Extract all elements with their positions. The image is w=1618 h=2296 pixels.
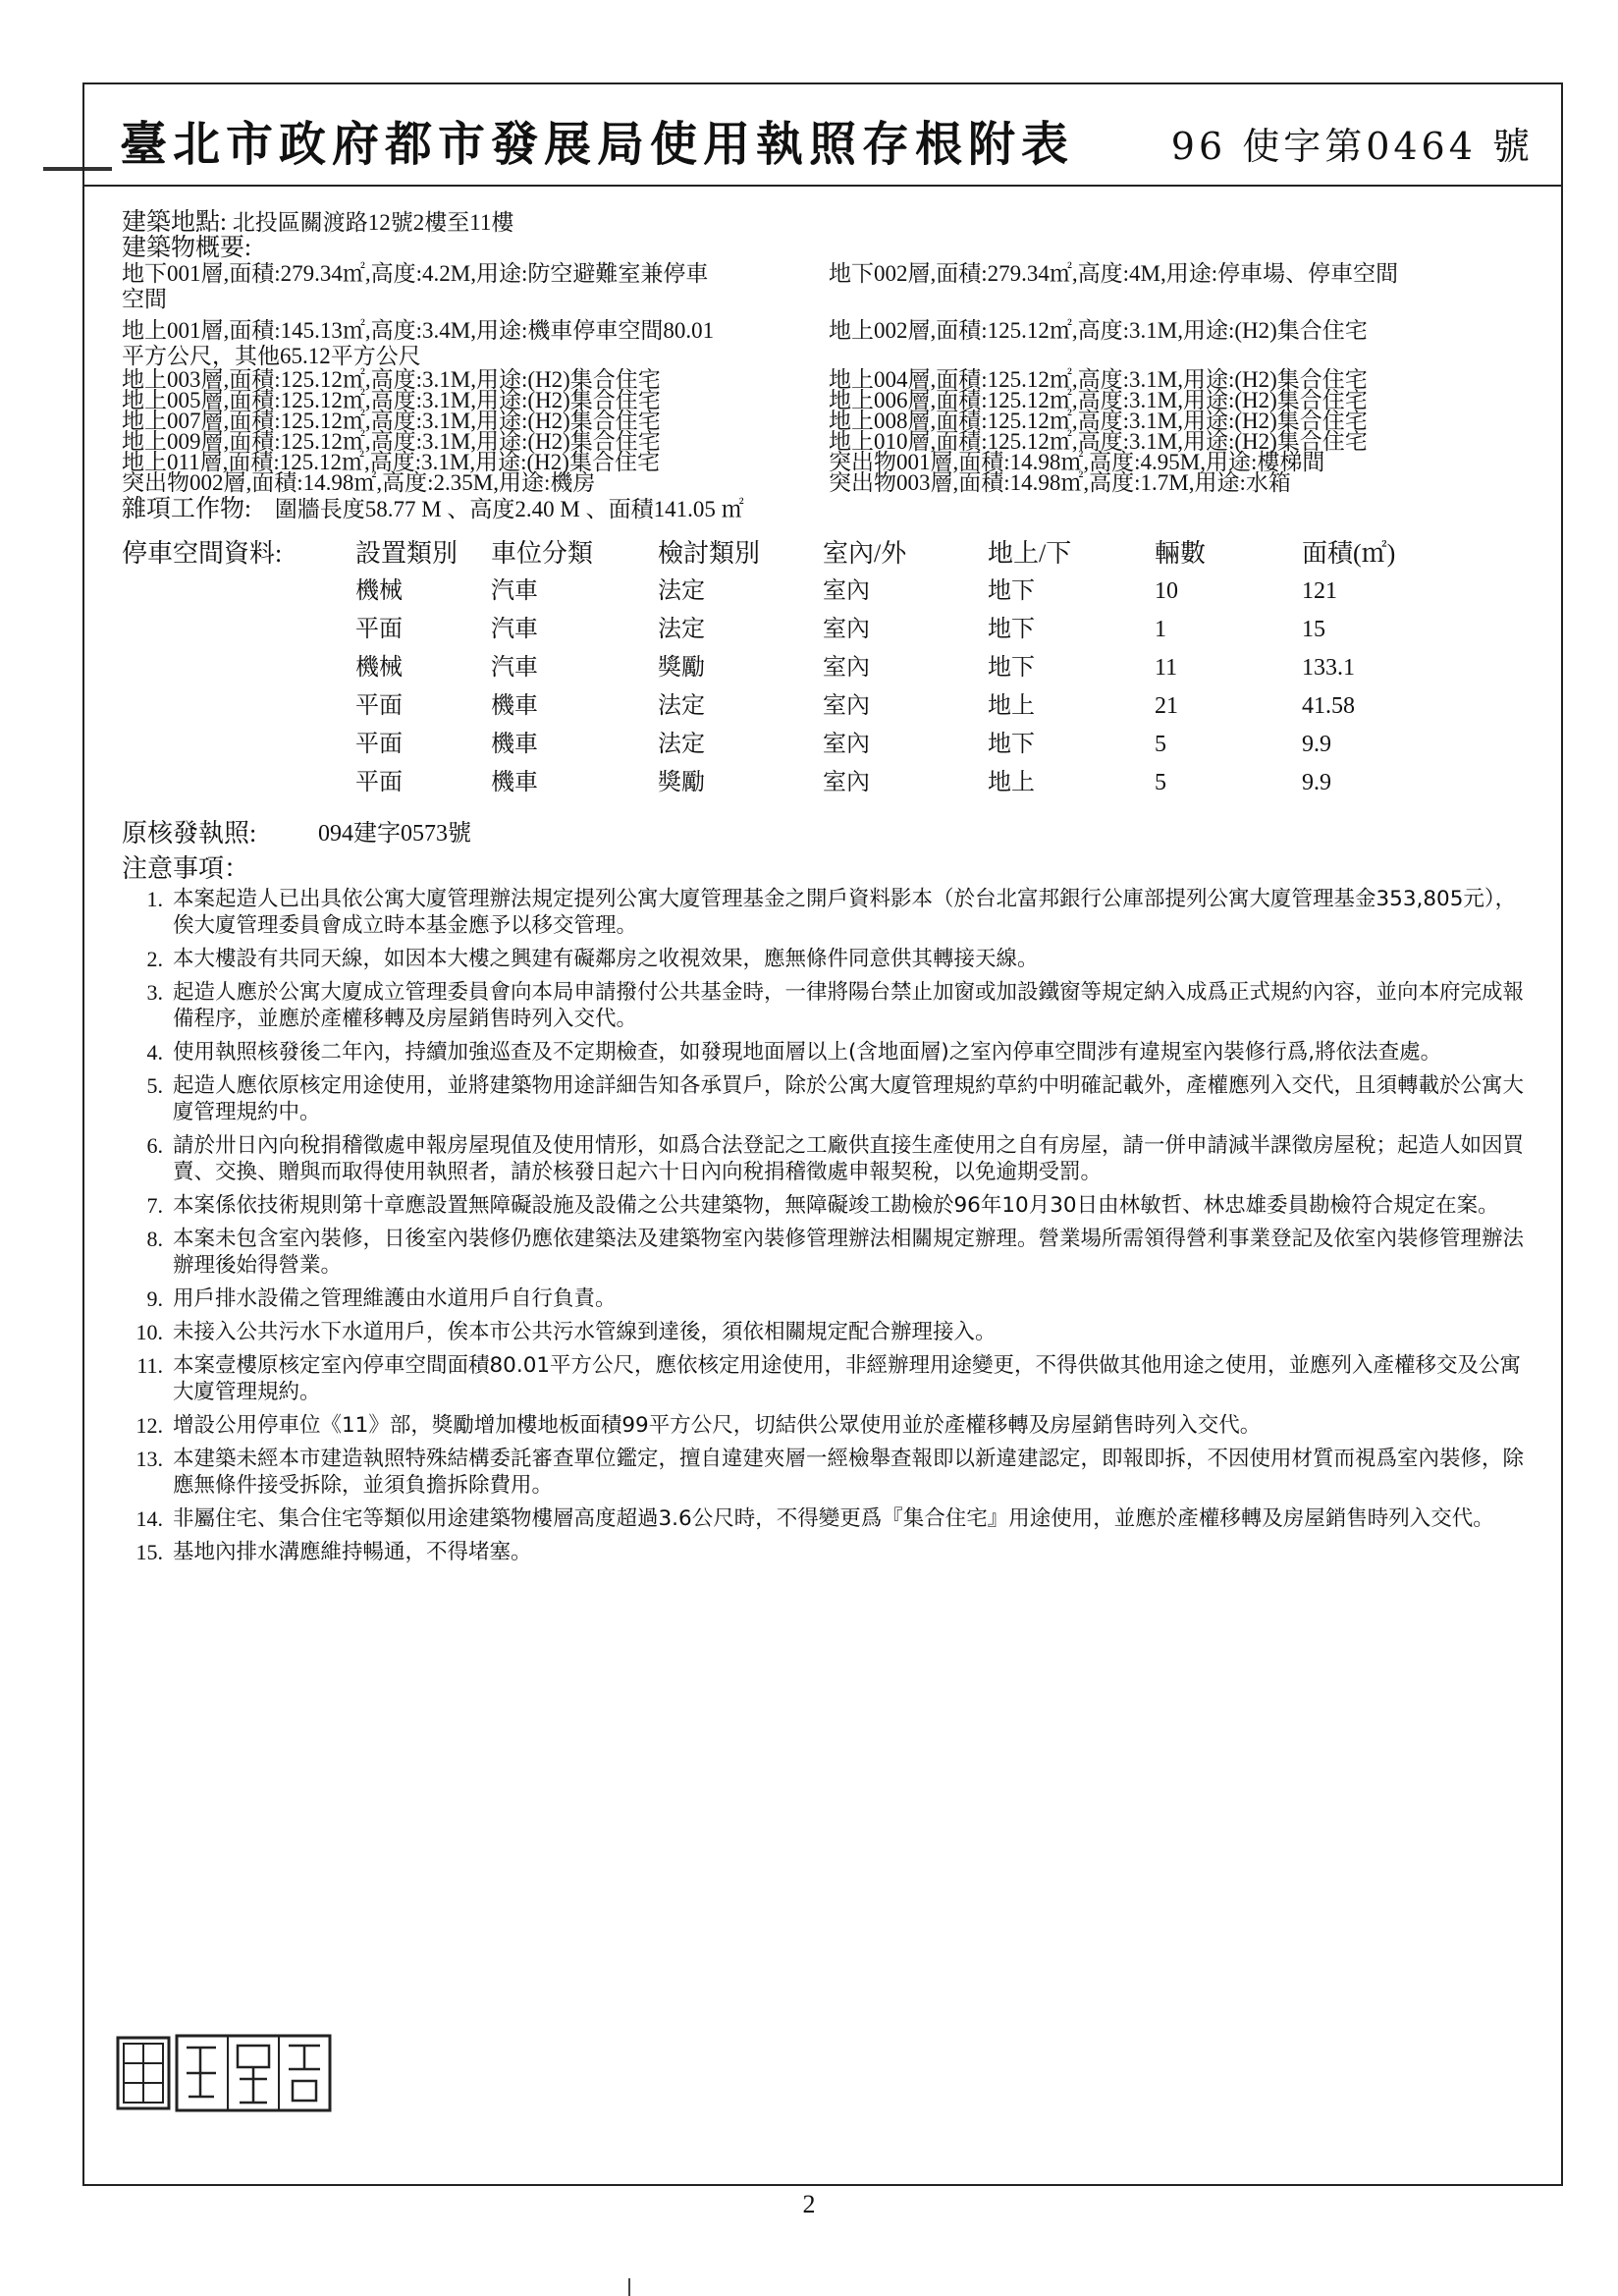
note-number: 10. [135, 1320, 163, 1344]
parking-cell: 法定 [658, 692, 705, 719]
parking-cell: 室內 [823, 731, 870, 757]
note-number: 5. [146, 1073, 163, 1098]
floor-right: 地上004層,面積:125.12㎡,高度:3.1M,用途:(H2)集合住宅 [829, 367, 1368, 392]
official-seal-stamp [116, 2034, 336, 2112]
parking-header: 地上/下 [988, 539, 1072, 568]
parking-cell: 9.9 [1302, 769, 1331, 795]
floor-left: 地上011層,面積:125.12㎡,高度:3.1M,用途:(H2)集合住宅 [122, 450, 660, 474]
floor-left: 空間 [122, 287, 167, 311]
parking-row [122, 725, 1536, 763]
floor-left: 地上009層,面積:125.12㎡,高度:3.1M,用途:(H2)集合住宅 [122, 429, 661, 454]
floor-left: 地上003層,面積:125.12㎡,高度:3.1M,用途:(H2)集合住宅 [122, 367, 661, 392]
original-permit-value: 094建字0573號 [318, 821, 471, 847]
floor-right: 地上006層,面積:125.12㎡,高度:3.1M,用途:(H2)集合住宅 [829, 388, 1368, 412]
note-number: 1. [146, 887, 163, 911]
document-frame [82, 82, 1563, 2186]
note-item [122, 1285, 1536, 1312]
misc-value: 圍牆長度58.77 M 、高度2.40 M 、面積141.05 ㎡ [274, 497, 744, 521]
note-item [122, 1039, 1536, 1066]
floor-left: 地上005層,面積:125.12㎡,高度:3.1M,用途:(H2)集合住宅 [122, 388, 661, 412]
note-item [122, 1352, 1536, 1405]
parking-label: 停車空間資料: [122, 539, 283, 568]
floor-right: 突出物001層,面積:14.98㎡,高度:4.95M,用途:樓梯間 [829, 450, 1325, 474]
parking-header: 檢討類別 [658, 539, 761, 568]
overview-label: 建築物概要: [122, 235, 251, 261]
parking-header: 室內/外 [823, 539, 907, 568]
note-text: 請於卅日內向稅捐稽徵處申報房屋現值及使用情形，如爲合法登記之工廠供直接生產使用之自有房屋，請一併申請減半課徵房屋稅；起造人如因買賣、交換、贈與而取得使用執照者，請於核發日起六十日內向稅捐稽徵處申報契稅，以免逾期受罰。 [173, 1133, 1525, 1184]
note-number: 4. [146, 1040, 163, 1065]
note-item [122, 1539, 1536, 1565]
floor-right: 地下002層,面積:279.34㎡,高度:4M,用途:停車場、停車空間 [829, 261, 1399, 286]
note-number: 8. [146, 1227, 163, 1251]
floor-row [122, 344, 1536, 369]
parking-cell: 法定 [658, 616, 705, 642]
note-text: 增設公用停車位《11》部，獎勵增加樓地板面積99平方公尺，切結供公眾使用並於產權移轉及房屋銷售時列入交代。 [173, 1413, 1262, 1438]
floor-row [122, 318, 1536, 344]
parking-cell: 平面 [355, 731, 403, 757]
parking-cell: 獎勵 [658, 769, 705, 795]
parking-cell: 5 [1155, 769, 1166, 795]
parking-table [122, 536, 1536, 801]
parking-row [122, 686, 1536, 725]
note-text: 基地內排水溝應維持暢通，不得堵塞。 [173, 1540, 532, 1564]
note-number: 15. [135, 1540, 163, 1564]
misc-line [122, 497, 1536, 522]
note-number: 7. [146, 1193, 163, 1218]
floor-left: 地下001層,面積:279.34㎡,高度:4.2M,用途:防空避難室兼停車 [122, 261, 709, 286]
note-text: 本案係依技術規則第十章應設置無障礙設施及設備之公共建築物，無障礙竣工勘檢於96年10月30日由林敏哲、林忠雄委員勘檢符合規定在案。 [173, 1193, 1499, 1218]
parking-cell: 汽車 [491, 616, 538, 642]
parking-cell: 21 [1155, 692, 1178, 719]
parking-header: 輛數 [1155, 539, 1207, 568]
note-item [122, 1446, 1536, 1499]
floor-right [829, 344, 1536, 369]
note-number: 14. [135, 1506, 163, 1531]
parking-cell: 地下 [988, 577, 1035, 604]
parking-cell: 汽車 [491, 654, 538, 681]
note-item [122, 1226, 1536, 1279]
parking-rows [122, 572, 1536, 801]
parking-cell: 地下 [988, 654, 1035, 681]
floor-right: 突出物003層,面積:14.98㎡,高度:1.7M,用途:水箱 [829, 470, 1291, 495]
note-text: 使用執照核發後二年內，持續加強巡查及不定期檢查，如發現地面層以上(含地面層)之室內停車空間涉有違規室內裝修行爲,將依法查處。 [173, 1040, 1442, 1065]
floor-left: 突出物002層,面積:14.98㎡,高度:2.35M,用途:機房 [122, 470, 596, 495]
site-label: 建築地點: [122, 209, 227, 236]
parking-cell: 平面 [355, 769, 403, 795]
floor-row [122, 431, 1536, 452]
parking-cell: 10 [1155, 577, 1178, 604]
floor-list [122, 261, 1536, 493]
floor-right: 地上008層,面積:125.12㎡,高度:3.1M,用途:(H2)集合住宅 [829, 409, 1368, 433]
note-text: 用戶排水設備之管理維護由水道用戶自行負責。 [173, 1286, 617, 1311]
floor-row [122, 369, 1536, 390]
floor-left: 地上001層,面積:145.13㎡,高度:3.4M,用途:機車停車空間80.01 [122, 318, 715, 343]
parking-cell: 室內 [823, 654, 870, 681]
original-permit-label: 原核發執照: [122, 819, 257, 847]
parking-cell: 121 [1302, 577, 1337, 604]
parking-cell: 41.58 [1302, 692, 1355, 719]
scan-tick-mark [628, 2278, 630, 2296]
parking-row [122, 610, 1536, 648]
parking-cell: 133.1 [1302, 654, 1355, 681]
note-item [122, 1319, 1536, 1345]
document-header [84, 84, 1561, 187]
parking-header: 車位分類 [491, 539, 594, 568]
note-number: 3. [146, 980, 163, 1005]
parking-cell: 地下 [988, 616, 1035, 642]
note-number: 12. [135, 1413, 163, 1438]
parking-cell: 機車 [491, 731, 538, 757]
note-text: 未接入公共污水下水道用戶，俟本市公共污水管線到達後，須依相關規定配合辦理接入。 [173, 1320, 997, 1344]
site-line [122, 210, 1536, 236]
floor-right: 地上002層,面積:125.12㎡,高度:3.1M,用途:(H2)集合住宅 [829, 318, 1368, 343]
parking-cell: 室內 [823, 577, 870, 604]
floor-row [122, 410, 1536, 431]
parking-cell: 汽車 [491, 577, 538, 604]
note-number: 9. [146, 1286, 163, 1311]
note-item [122, 946, 1536, 972]
note-item [122, 1505, 1536, 1532]
parking-cell: 法定 [658, 577, 705, 604]
note-text: 起造人應依原核定用途使用，並將建築物用途詳細告知各承買戶，除於公寓大廈管理規約草約中明確記載外，產權應列入交代，且須轉載於公寓大廈管理規約中。 [173, 1073, 1525, 1124]
parking-cell: 地下 [988, 731, 1035, 757]
floor-right [829, 287, 1536, 312]
parking-cell: 機車 [491, 769, 538, 795]
parking-cell: 15 [1302, 616, 1325, 642]
floor-right: 地上010層,面積:125.12㎡,高度:3.1M,用途:(H2)集合住宅 [829, 429, 1368, 454]
parking-cell: 平面 [355, 692, 403, 719]
parking-cell: 1 [1155, 616, 1166, 642]
floor-row [122, 472, 1536, 493]
parking-row [122, 648, 1536, 686]
note-item [122, 886, 1536, 939]
note-text: 本案壹樓原核定室內停車空間面積80.01平方公尺，應依核定用途使用，非經辦理用途變更，不得供做其他用途之使用，並應列入產權移交及公寓大廈管理規約。 [173, 1353, 1522, 1404]
parking-cell: 獎勵 [658, 654, 705, 681]
original-permit-line [122, 821, 1536, 847]
note-text: 本案起造人已出具依公寓大廈管理辦法規定提列公寓大廈管理基金之開戶資料影本（於台北富邦銀行公庫部提列公寓大廈管理基金353,805元），俟大廈管理委員會成立時本基金應予以移交管理。 [173, 887, 1517, 938]
parking-cell: 地上 [988, 692, 1035, 719]
note-item [122, 979, 1536, 1032]
note-text: 非屬住宅、集合住宅等類似用途建築物樓層高度超過3.6公尺時，不得變更爲『集合住宅』用途使用，並應於產權移轉及房屋銷售時列入交代。 [173, 1506, 1494, 1531]
floor-row [122, 261, 1536, 287]
note-number: 11. [136, 1353, 163, 1378]
note-item [122, 1192, 1536, 1219]
parking-cell: 室內 [823, 692, 870, 719]
floor-row [122, 390, 1536, 410]
site-value: 北投區關渡路12號2樓至11樓 [232, 210, 514, 235]
parking-row [122, 763, 1536, 801]
note-text: 本案未包含室內裝修，日後室內裝修仍應依建築法及建築物室內裝修管理辦法相關規定辦理。營業場所需領得營利事業登記及依室內裝修管理辦法辦理後始得營業。 [173, 1227, 1525, 1278]
parking-cell: 地上 [988, 769, 1035, 795]
note-text: 起造人應於公寓大廈成立管理委員會向本局申請撥付公共基金時，一律將陽台禁止加窗或加設鐵窗等規定納入成爲正式規約內容，並向本府完成報備程序，並應於產權移轉及房屋銷售時列入交代。 [173, 980, 1525, 1031]
parking-cell: 9.9 [1302, 731, 1331, 757]
note-item [122, 1132, 1536, 1185]
note-number: 13. [135, 1447, 163, 1471]
note-text: 本大樓設有共同天線，如因本大樓之興建有礙鄰房之收視效果，應無條件同意供其轉接天線。 [173, 947, 1039, 971]
parking-cell: 室內 [823, 616, 870, 642]
parking-cell: 機械 [355, 654, 403, 681]
notes-list [122, 886, 1536, 1565]
note-number: 2. [146, 947, 163, 971]
notes-title: 注意事項： [122, 854, 250, 883]
note-number: 6. [146, 1133, 163, 1158]
parking-cell: 機械 [355, 577, 403, 604]
document-body [122, 204, 1536, 1572]
parking-row [122, 572, 1536, 610]
floor-row [122, 452, 1536, 472]
parking-cell: 法定 [658, 731, 705, 757]
parking-cell: 平面 [355, 616, 403, 642]
parking-header: 面積(㎡) [1302, 539, 1396, 568]
floor-row [122, 287, 1536, 312]
parking-cell: 室內 [823, 769, 870, 795]
page-number: 2 [802, 2190, 816, 2218]
document-title: 臺北市政府都市發展局使用執照存根附表 [120, 117, 1075, 172]
parking-cell: 11 [1155, 654, 1178, 681]
parking-cell: 機車 [491, 692, 538, 719]
note-item [122, 1072, 1536, 1125]
floor-left: 平方公尺，其他65.12平方公尺 [122, 344, 421, 368]
note-item [122, 1412, 1536, 1439]
misc-label: 雜項工作物: [122, 496, 251, 522]
floor-left: 地上007層,面積:125.12㎡,高度:3.1M,用途:(H2)集合住宅 [122, 409, 661, 433]
parking-header-row [122, 536, 1536, 572]
parking-header: 設置類別 [355, 539, 458, 568]
note-text: 本建築未經本市建造執照特殊結構委託審查單位鑑定，擅自違建夾層一經檢舉查報即以新違建認定，即報即拆，不因使用材質而視爲室內裝修，除應無條件接受拆除，並須負擔拆除費用。 [173, 1447, 1525, 1498]
parking-cell: 5 [1155, 731, 1166, 757]
permit-number: 96 使字第0464 號 [1170, 125, 1534, 168]
